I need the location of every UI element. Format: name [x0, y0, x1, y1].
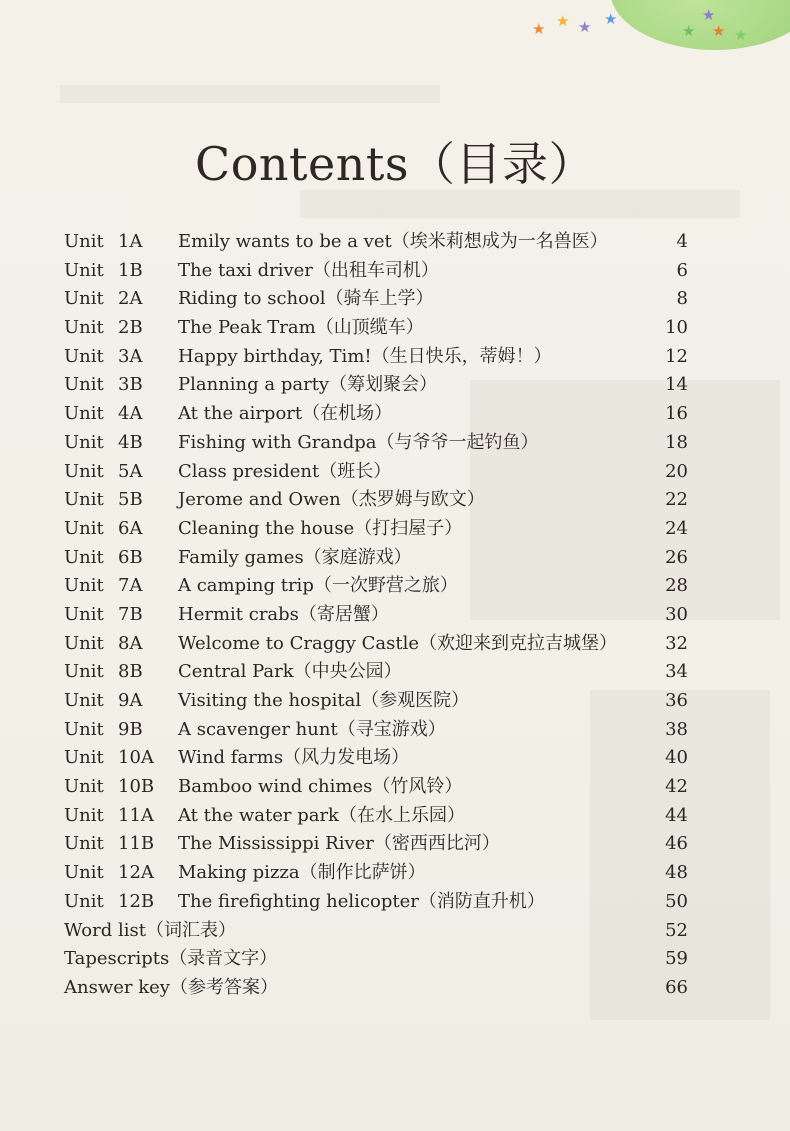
unit-number: 2B — [118, 317, 143, 339]
unit-title: Central Park（中央公园） — [178, 661, 402, 683]
unit-label: Unit — [64, 288, 104, 310]
unit-title: The taxi driver（出租车司机） — [178, 259, 439, 281]
unit-number: 12B — [118, 890, 155, 912]
page-number: 52 — [665, 919, 688, 941]
unit-label: Unit — [64, 489, 104, 511]
unit-title: A camping trip（一次野营之旅） — [178, 575, 458, 597]
unit-number: 9B — [118, 718, 143, 740]
unit-title: Family games（家庭游戏） — [178, 546, 412, 568]
toc-row[interactable] — [64, 458, 704, 487]
unit-number: 5A — [118, 460, 143, 482]
unit-number: 10B — [118, 776, 155, 798]
orange-star-icon: ★ — [712, 22, 726, 40]
page-number: 36 — [665, 690, 688, 711]
page-number: 8 — [676, 288, 688, 310]
unit-list — [64, 228, 704, 917]
page-number: 32 — [665, 632, 688, 654]
page-number: 26 — [665, 546, 688, 568]
toc-row[interactable] — [64, 687, 704, 716]
green-star-icon: ★ — [682, 22, 696, 40]
appendix-title: Tapescripts（录音文字） — [64, 948, 278, 970]
page-number: 44 — [665, 804, 688, 826]
unit-title: Cleaning the house（打扫屋子） — [178, 517, 463, 539]
toc-row[interactable] — [64, 285, 704, 314]
unit-number: 1A — [118, 231, 143, 252]
toc-row[interactable] — [64, 773, 704, 802]
page-number: 28 — [665, 575, 688, 597]
page-number: 50 — [665, 890, 688, 912]
unit-title: Class president（班长） — [178, 460, 392, 482]
page-number: 10 — [665, 317, 688, 339]
unit-label: Unit — [64, 431, 104, 453]
unit-number: 4B — [118, 431, 143, 453]
unit-number: 7A — [118, 575, 143, 597]
unit-label: Unit — [64, 718, 104, 740]
page-number: 46 — [665, 833, 688, 855]
page-number: 38 — [665, 718, 688, 740]
toc-row[interactable] — [64, 515, 704, 544]
page-number: 18 — [665, 431, 688, 453]
unit-label: Unit — [64, 690, 104, 711]
toc-row[interactable] — [64, 917, 704, 946]
unit-label: Unit — [64, 317, 104, 339]
unit-label: Unit — [64, 804, 104, 826]
table-of-contents — [64, 228, 704, 1003]
page-number: 6 — [676, 259, 688, 281]
page-number: 16 — [665, 403, 688, 425]
unit-number: 6A — [118, 517, 143, 539]
unit-label: Unit — [64, 632, 104, 654]
unit-title: Visiting the hospital（参观医院） — [178, 690, 470, 711]
unit-label: Unit — [64, 833, 104, 855]
unit-title: Riding to school（骑车上学） — [178, 288, 434, 310]
unit-title: A scavenger hunt（寻宝游戏） — [178, 718, 446, 740]
unit-title: The Peak Tram（山顶缆车） — [178, 317, 424, 339]
orange-star-icon: ★ — [532, 20, 546, 38]
blue-star-icon: ★ — [604, 10, 618, 28]
unit-title: The Mississippi River（密西西比河） — [178, 833, 500, 855]
unit-label: Unit — [64, 575, 104, 597]
purple-star-icon: ★ — [578, 18, 592, 36]
toc-row[interactable] — [64, 429, 704, 458]
page-number: 34 — [665, 661, 688, 683]
page-number: 42 — [665, 776, 688, 798]
unit-label: Unit — [64, 231, 104, 252]
unit-label: Unit — [64, 374, 104, 396]
toc-row[interactable] — [64, 945, 704, 974]
unit-title: Happy birthday, Tim!（生日快乐，蒂姆！） — [178, 345, 552, 367]
page-number: 12 — [665, 345, 688, 367]
unit-number: 8A — [118, 632, 143, 654]
orange-star-icon: ★ — [556, 12, 570, 30]
unit-title: Fishing with Grandpa（与爷爷一起钓鱼） — [178, 431, 539, 453]
show-through-header — [300, 190, 740, 218]
unit-title: Hermit crabs（寄居蟹） — [178, 603, 389, 625]
unit-title: Wind farms（风力发电场） — [178, 747, 410, 769]
unit-title: Making pizza（制作比萨饼） — [178, 862, 426, 884]
unit-number: 11A — [118, 804, 154, 826]
toc-row[interactable] — [64, 744, 704, 773]
toc-row[interactable] — [64, 601, 704, 630]
toc-row[interactable] — [64, 544, 704, 573]
unit-label: Unit — [64, 517, 104, 539]
purple-star-icon: ★ — [702, 6, 716, 24]
unit-label: Unit — [64, 776, 104, 798]
toc-row[interactable] — [64, 716, 704, 745]
unit-title: Planning a party（筹划聚会） — [178, 374, 438, 396]
unit-label: Unit — [64, 403, 104, 425]
unit-number: 8B — [118, 661, 143, 683]
appendix-list — [64, 917, 704, 1003]
page-number: 24 — [665, 517, 688, 539]
page-number: 30 — [665, 603, 688, 625]
show-through-top — [60, 85, 440, 103]
unit-title: The firefighting helicopter（消防直升机） — [178, 890, 545, 912]
unit-label: Unit — [64, 345, 104, 367]
appendix-title: Answer key（参考答案） — [64, 976, 278, 998]
unit-number: 6B — [118, 546, 143, 568]
toc-row[interactable] — [64, 371, 704, 400]
toc-row[interactable] — [64, 572, 704, 601]
unit-number: 3B — [118, 374, 143, 396]
unit-label: Unit — [64, 259, 104, 281]
page-number: 4 — [676, 231, 688, 252]
toc-row[interactable] — [64, 486, 704, 515]
toc-row[interactable] — [64, 343, 704, 372]
unit-title: Jerome and Owen（杰罗姆与欧文） — [178, 489, 485, 511]
unit-title: Emily wants to be a vet（埃米莉想成为一名兽医） — [178, 231, 608, 252]
page-number: 40 — [665, 747, 688, 769]
toc-row[interactable] — [64, 314, 704, 343]
toc-row[interactable] — [64, 974, 704, 1003]
appendix-title: Word list（词汇表） — [64, 919, 236, 941]
unit-label: Unit — [64, 603, 104, 625]
page-number: 20 — [665, 460, 688, 482]
toc-row[interactable] — [64, 400, 704, 429]
unit-number: 5B — [118, 489, 143, 511]
toc-row[interactable] — [64, 228, 704, 257]
unit-title: Welcome to Craggy Castle（欢迎来到克拉吉城堡） — [178, 632, 618, 654]
page-number: 48 — [665, 862, 688, 884]
unit-number: 2A — [118, 288, 143, 310]
unit-label: Unit — [64, 747, 104, 769]
unit-label: Unit — [64, 661, 104, 683]
unit-number: 3A — [118, 345, 143, 367]
toc-row[interactable] — [64, 859, 704, 888]
unit-number: 10A — [118, 747, 154, 769]
unit-label: Unit — [64, 460, 104, 482]
toc-row[interactable] — [64, 888, 704, 917]
green-star-icon: ★ — [734, 26, 748, 44]
page-title: Contents（目录） — [195, 137, 595, 191]
page-number: 66 — [665, 976, 688, 998]
toc-row[interactable] — [64, 658, 704, 687]
toc-row[interactable] — [64, 830, 704, 859]
unit-title: At the airport（在机场） — [178, 403, 393, 425]
unit-label: Unit — [64, 890, 104, 912]
unit-label: Unit — [64, 862, 104, 884]
unit-number: 7B — [118, 603, 143, 625]
toc-row[interactable] — [64, 630, 704, 659]
unit-number: 9A — [118, 690, 143, 711]
unit-number: 12A — [118, 862, 154, 884]
toc-row[interactable] — [64, 802, 704, 831]
unit-title: Bamboo wind chimes（竹风铃） — [178, 776, 463, 798]
page-number: 22 — [665, 489, 688, 511]
unit-title: At the water park（在水上乐园） — [178, 804, 465, 826]
unit-number: 1B — [118, 259, 143, 281]
unit-number: 11B — [118, 833, 155, 855]
unit-number: 4A — [118, 403, 143, 425]
toc-row[interactable] — [64, 257, 704, 286]
unit-label: Unit — [64, 546, 104, 568]
page-number: 59 — [665, 948, 688, 970]
page-number: 14 — [665, 374, 688, 396]
